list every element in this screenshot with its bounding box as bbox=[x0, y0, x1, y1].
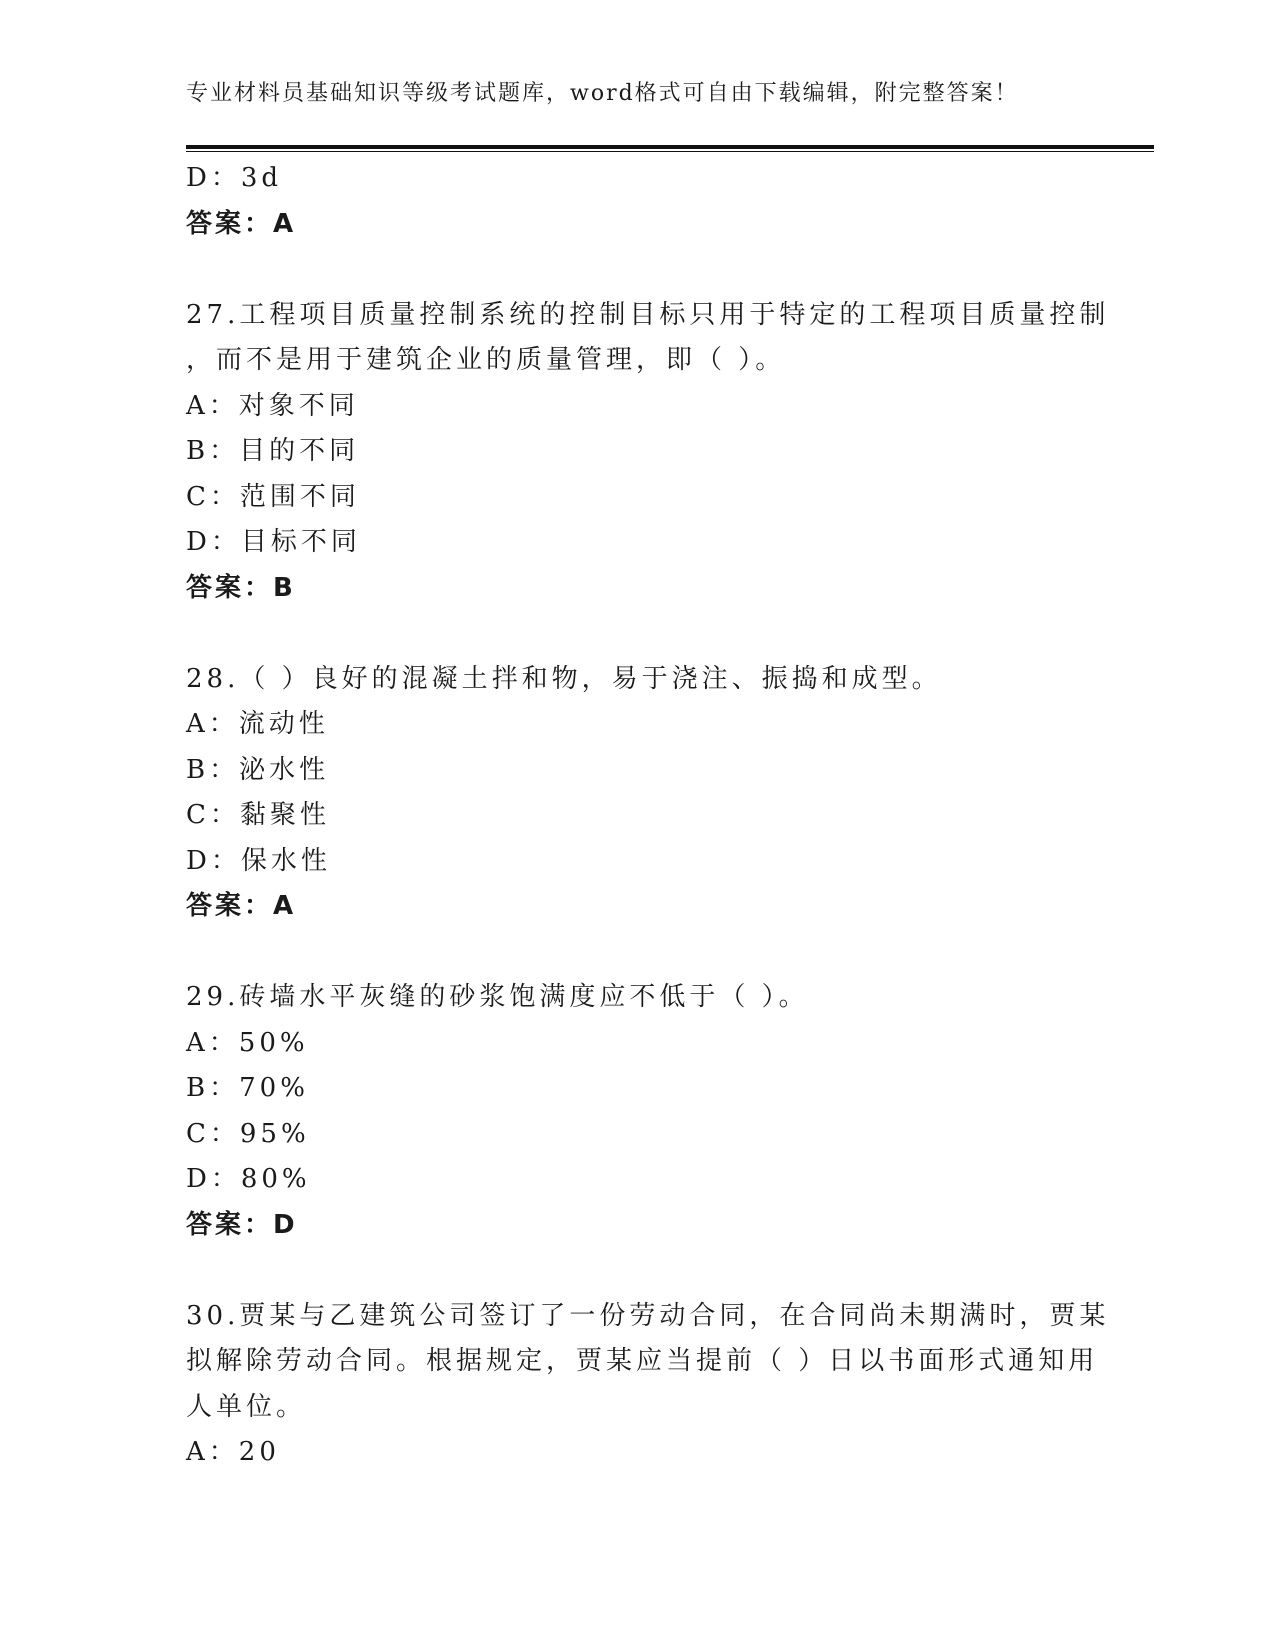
option-d: D：目标不同 bbox=[186, 527, 361, 557]
answer: 答案：A bbox=[186, 208, 297, 239]
option-a: A：20 bbox=[186, 1437, 280, 1467]
header-rule-thick bbox=[186, 145, 1154, 149]
option-d: D：80% bbox=[186, 1164, 311, 1194]
question-30-stem-1: 30.贾某与乙建筑公司签订了一份劳动合同，在合同尚未期满时，贾某 bbox=[186, 1300, 1110, 1331]
answer: 答案：D bbox=[186, 1209, 298, 1240]
option-c: C：黏聚性 bbox=[186, 800, 330, 830]
option-c: C：95% bbox=[186, 1118, 310, 1149]
question-content bbox=[186, 156, 1110, 1476]
option-b: B：目的不同 bbox=[186, 436, 360, 466]
question-30-stem-3: 人单位。 bbox=[186, 1391, 307, 1422]
spacer bbox=[186, 611, 1086, 657]
option-c: C：范围不同 bbox=[186, 481, 360, 512]
option-b: B：泌水性 bbox=[186, 754, 330, 785]
option-a: A：对象不同 bbox=[186, 390, 359, 421]
answer: 答案：A bbox=[186, 891, 297, 921]
question-29-stem: 29.砖墙水平灰缝的砂浆饱满度应不低于（ ）。 bbox=[186, 982, 809, 1012]
header-rule-thin bbox=[186, 151, 1154, 152]
spacer bbox=[186, 1248, 1086, 1294]
question-28-stem: 28.（ ）良好的混凝土拌和物，易于浇注、振捣和成型。 bbox=[186, 663, 942, 694]
option-d: D：保水性 bbox=[186, 845, 331, 876]
option-a: A：50% bbox=[186, 1027, 309, 1058]
page-header: 专业材料员基础知识等级考试题库，word格式可自由下载编辑，附完整答案！ bbox=[186, 81, 1019, 106]
answer: 答案：B bbox=[186, 572, 296, 603]
spacer bbox=[186, 930, 1086, 976]
option-d: D：3d bbox=[186, 163, 283, 193]
option-b: B：70% bbox=[186, 1073, 309, 1103]
question-27-stem-1: 27.工程项目质量控制系统的控制目标只用于特定的工程项目质量控制 bbox=[186, 299, 1110, 330]
question-30-stem-2: 拟解除劳动合同。根据规定，贾某应当提前（ ）日以书面形式通知用 bbox=[186, 1346, 1099, 1376]
spacer bbox=[186, 247, 1086, 293]
question-27-stem-2: ，而不是用于建筑企业的质量管理，即（ ）。 bbox=[186, 345, 786, 375]
option-a: A：流动性 bbox=[186, 709, 329, 739]
